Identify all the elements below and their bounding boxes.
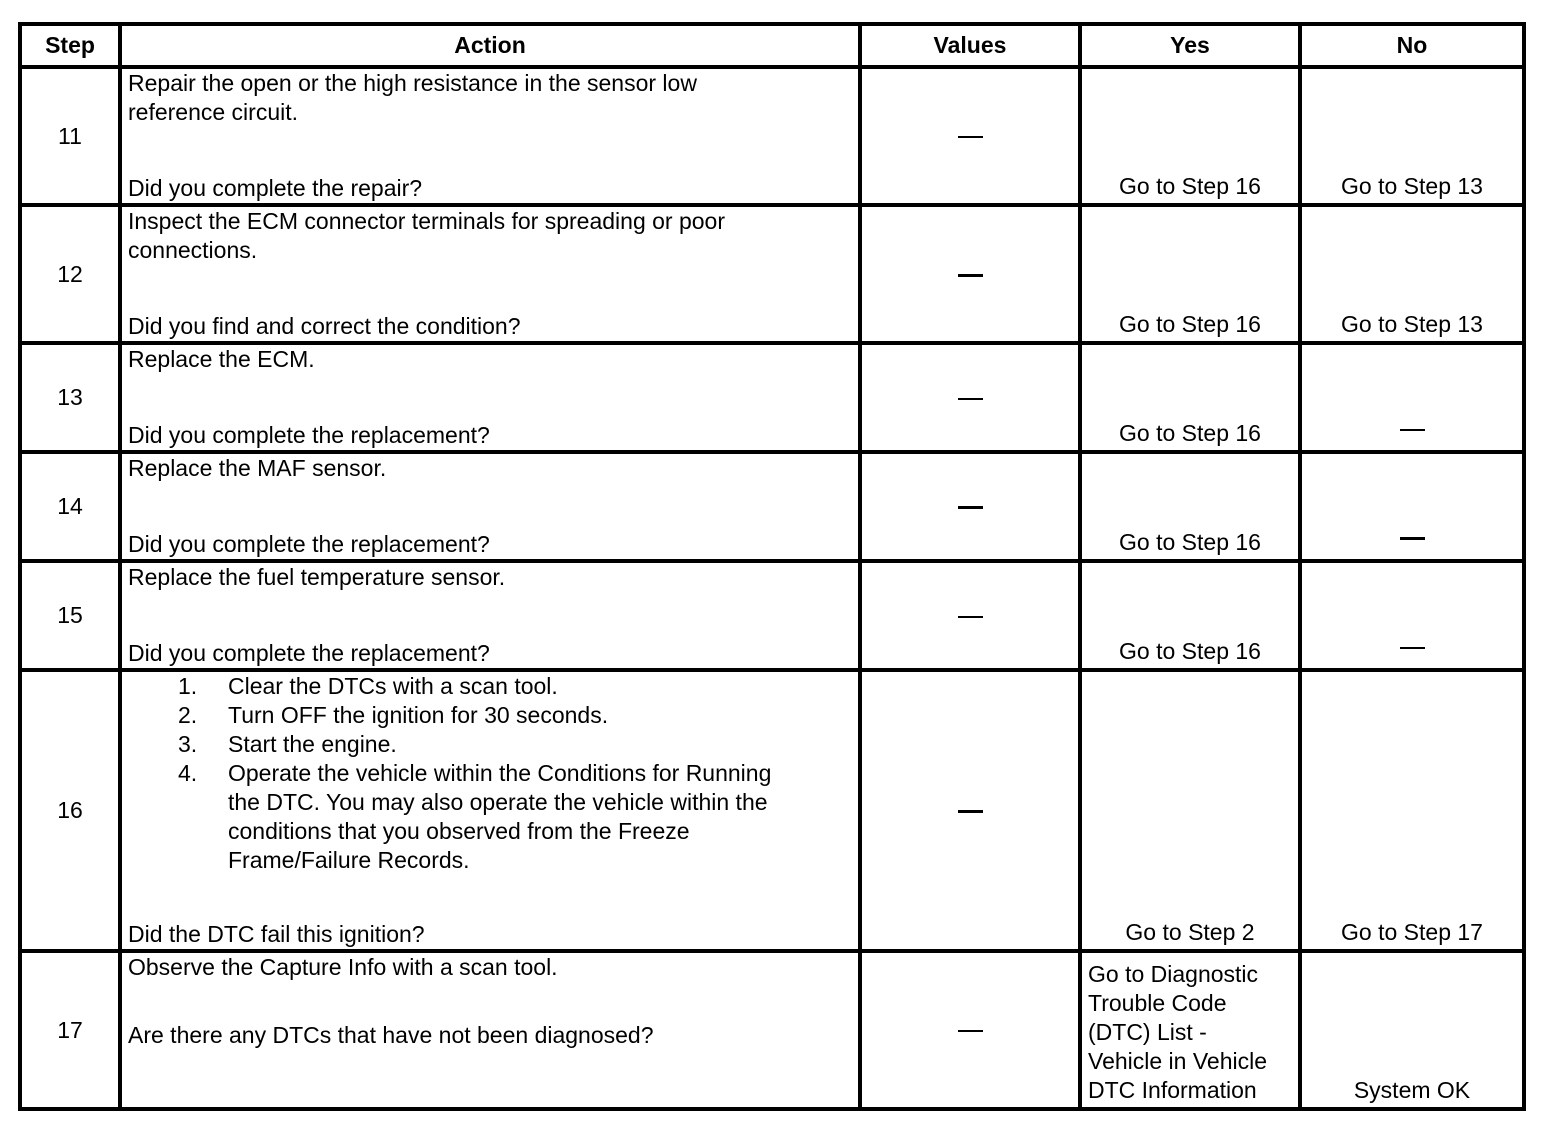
dash-value [958,1030,983,1032]
action-line: Replace the MAF sensor. [128,455,387,481]
action-cell [120,452,860,561]
list-number: 2. [178,702,198,728]
list-text [228,701,852,730]
diagnostic-table [18,22,1526,1111]
dash-value [958,274,983,277]
action-cell [120,343,860,452]
procedure-list [128,672,852,875]
action-line: Inspect the ECM connector terminals for spreading or poor [128,208,726,234]
dash-value [958,136,983,138]
values-cell [860,67,1080,205]
values-cell [860,452,1080,561]
yes-cell [1080,951,1300,1109]
values-cell [860,205,1080,343]
list-line: Operate the vehicle within the Conditions for Running [228,760,772,786]
list-number: 3. [178,731,198,757]
action-line: Replace the fuel temperature sensor. [128,564,506,590]
table-row [20,343,1524,452]
no-cell: Go to Step 13 [1300,67,1524,205]
table-row [20,951,1524,1109]
dash-value [958,398,983,400]
step-number: 17 [20,951,120,1109]
step-number: 11 [20,67,120,205]
values-cell [860,343,1080,452]
list-number: 4. [178,760,198,786]
action-line: connections. [128,237,258,263]
action-line: Observe the Capture Info with a scan tool. [128,954,558,980]
action-question: Did you find and correct the condition? [128,313,521,339]
action-line: Replace the ECM. [128,346,315,372]
yes-cell: Go to Step 16 [1080,67,1300,205]
step-number: 16 [20,670,120,951]
header-no: No [1300,24,1524,67]
list-text [228,759,852,875]
action-cell [120,670,860,951]
step-number: 15 [20,561,120,670]
dash-no [1400,647,1425,649]
action-question: Did you complete the replacement? [128,640,490,666]
yes-line: Go to Diagnostic [1088,961,1259,987]
action-line: reference circuit. [128,99,299,125]
yes-line: Vehicle in Vehicle [1088,1048,1268,1074]
no-cell [1300,452,1524,561]
list-line: Start the engine. [228,731,397,757]
step-number: 13 [20,343,120,452]
action-question: Did you complete the replacement? [128,531,490,557]
values-cell [860,561,1080,670]
step-number: 14 [20,452,120,561]
list-item [128,701,852,730]
list-line: Clear the DTCs with a scan tool. [228,673,558,699]
table-row [20,670,1524,951]
action-cell [120,205,860,343]
no-cell [1300,561,1524,670]
list-text [228,730,852,759]
list-line: conditions that you observed from the Freeze [228,818,690,844]
header-step: Step [20,24,120,67]
action-text [128,207,852,265]
list-number: 1. [178,673,198,699]
table-row [20,452,1524,561]
values-cell [860,951,1080,1109]
table-row [20,67,1524,205]
list-text [228,672,852,701]
no-cell [1300,343,1524,452]
yes-line: Trouble Code [1088,990,1227,1016]
yes-line: (DTC) List - [1088,1019,1207,1045]
yes-line: DTC Information [1088,1077,1257,1103]
dash-value [958,810,983,813]
yes-cell: Go to Step 16 [1080,343,1300,452]
yes-cell: Go to Step 16 [1080,452,1300,561]
dash-value [958,616,983,618]
action-cell [120,951,860,1109]
no-cell: System OK [1300,951,1524,1109]
values-cell [860,670,1080,951]
list-item [128,730,852,759]
action-cell [120,67,860,205]
action-question: Did you complete the replacement? [128,422,490,448]
header-yes: Yes [1080,24,1300,67]
header-action: Action [120,24,860,67]
action-line: Repair the open or the high resistance in the sensor low [128,70,697,96]
list-item [128,759,852,875]
no-cell: Go to Step 17 [1300,670,1524,951]
action-question: Did you complete the repair? [128,175,423,201]
header-row [20,24,1524,67]
action-cell [120,561,860,670]
yes-cell: Go to Step 2 [1080,670,1300,951]
dash-no [1400,429,1425,431]
list-line: Frame/Failure Records. [228,847,470,873]
header-values: Values [860,24,1080,67]
no-cell: Go to Step 13 [1300,205,1524,343]
table-row [20,561,1524,670]
action-question: Did the DTC fail this ignition? [128,921,425,947]
table-row [20,205,1524,343]
yes-cell: Go to Step 16 [1080,561,1300,670]
list-item [128,672,852,701]
action-question: Are there any DTCs that have not been diagnosed? [128,1022,654,1048]
list-line: Turn OFF the ignition for 30 seconds. [228,702,609,728]
dash-no [1400,537,1425,540]
dash-value [958,506,983,509]
yes-cell: Go to Step 16 [1080,205,1300,343]
list-line: the DTC. You may also operate the vehicle within the [228,789,768,815]
action-text [128,69,852,127]
step-number: 12 [20,205,120,343]
